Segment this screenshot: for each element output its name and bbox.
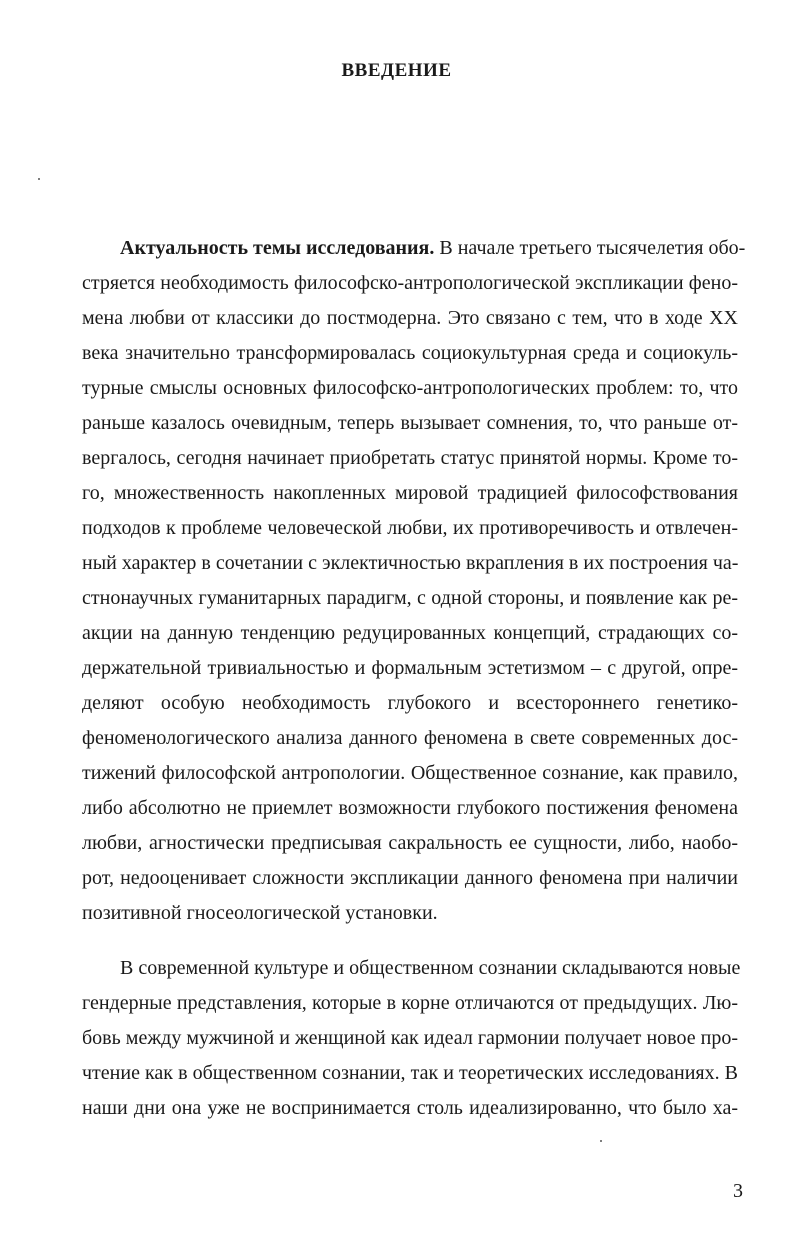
page-number: 3 <box>733 1180 743 1202</box>
text-line: стнонаучных гуманитарных парадигм, с одной стороны, и появление как ре- <box>82 587 738 609</box>
page-title: ВВЕДЕНИЕ <box>341 60 452 81</box>
text-line: акции на данную тенденцию редуцированных концепций, страдающих со- <box>82 622 738 644</box>
text-line: позитивной гносеологической установки. <box>82 902 438 924</box>
text-line: деляют особую необходимость глубокого и всестороннего генетико- <box>82 692 738 714</box>
text-line: любви, агностически предписывая сакральность ее сущности, либо, наобо- <box>82 832 738 854</box>
text-line: чтение как в общественном сознании, так и теоретических исследованиях. В <box>82 1062 738 1084</box>
text-line: вергалось, сегодня начинает приобретать статус принятой нормы. Кроме то- <box>82 447 738 469</box>
text-line: ный характер в сочетании с эклектичностью вкрапления в их построения ча- <box>82 552 739 574</box>
text-line: бовь между мужчиной и женщиной как идеал гармонии получает новое про- <box>82 1027 738 1049</box>
text-line: либо абсолютно не приемлет возможности глубокого постижения феномена <box>82 797 738 819</box>
text-line: раньше казалось очевидным, теперь вызывает сомнения, то, что раньше от- <box>82 412 738 434</box>
text-line: наши дни она уже не воспринимается столь идеализированно, что было ха- <box>82 1097 738 1119</box>
text-line: рот, недооценивает сложности экспликации данного феномена при наличии <box>82 867 738 889</box>
text-line: мена любви от классики до постмодерна. Это связано с тем, что в ходе XX <box>82 307 738 329</box>
text-line: держательной тривиальностью и формальным эстетизмом – с другой, опре- <box>82 657 738 679</box>
text-line: стряется необходимость философско-антропологической экспликации фено- <box>82 272 738 294</box>
scan-speck <box>38 178 40 180</box>
text-line: века значительно трансформировалась социокультурная среда и социокуль- <box>82 342 738 364</box>
text-line: турные смыслы основных философско-антропологических проблем: то, что <box>82 377 738 399</box>
section-lead-text: В начале третьего тысячелетия обо- <box>439 237 746 259</box>
text-line: го, множественность накопленных мировой традицией философствования <box>82 482 738 504</box>
section-lead-title: Актуальность темы исследования. <box>120 237 435 259</box>
text-line: подходов к проблеме человеческой любви, их противоречивость и отвлечен- <box>82 517 738 539</box>
paragraph-1-line-1 <box>120 236 746 260</box>
text-line: гендерные представления, которые в корне отличаются от предыдущих. Лю- <box>82 992 738 1014</box>
scan-speck <box>600 1140 602 1142</box>
text-line: тижений философской антропологии. Общественное сознание, как правило, <box>82 762 738 784</box>
text-line: В современной культуре и общественном сознании складываются новые <box>120 957 741 979</box>
text-line: феноменологического анализа данного феномена в свете современных дос- <box>82 727 738 749</box>
